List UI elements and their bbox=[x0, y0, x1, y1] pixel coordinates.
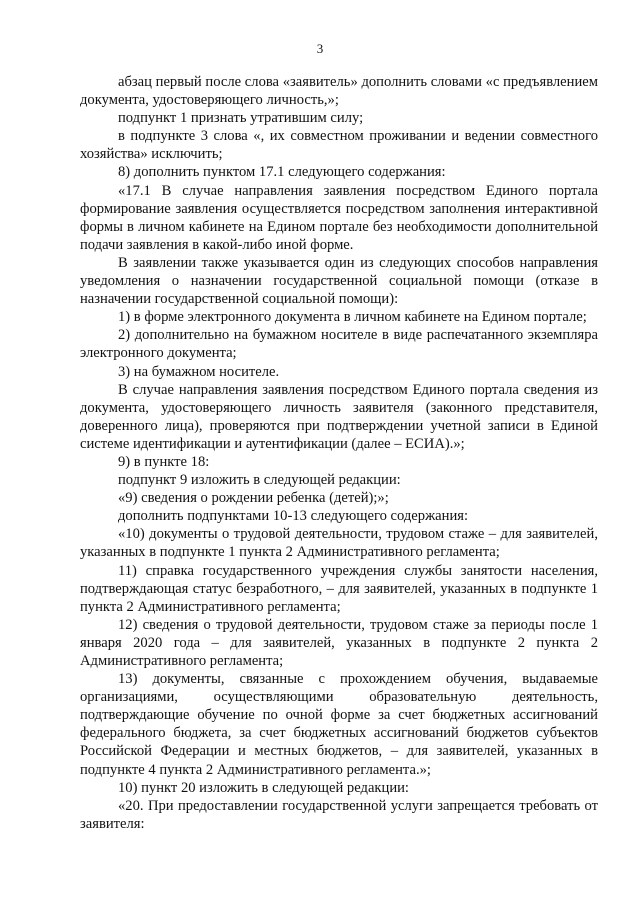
paragraph-3: в подпункте 3 слова «, их совместном проживании и ведении совместного хозяйства» исключить; bbox=[80, 128, 598, 163]
paragraph-15: «10) документы о трудовой деятельности, трудовом стаже – для заявителей, указанных в подпункте 1 пункта 2 Административного регламента; bbox=[80, 526, 598, 561]
paragraph-7: 1) в форме электронного документа в личном кабинете на Едином портале; bbox=[118, 309, 587, 326]
paragraph-20: «20. При предоставлении государственной услуги запрещается требовать от заявителя: bbox=[80, 797, 598, 832]
paragraph-17: 12) сведения о трудовой деятельности, трудовом стаже за периоды после 1 января 2020 года – для заявителей, указанных в подпункте 2 пункта 2 Административного регламента; bbox=[80, 616, 598, 669]
paragraph-5: «17.1 В случае направления заявления посредством Единого портала формирование заявления осуществляется посредством заполнения интерактивной формы в личном кабинете на Едином портале без необходимости дополнительной подачи заявления в какой-либо иной форме. bbox=[80, 182, 598, 253]
page-number: 3 bbox=[316, 41, 324, 56]
paragraph-4: 8) дополнить пунктом 17.1 следующего содержания: bbox=[118, 164, 446, 181]
paragraph-6: В заявлении также указывается один из следующих способов направления уведомления о назначении государственной социальной помощи (отказе в назначении государственной социальной помощи): bbox=[80, 254, 598, 308]
document-body bbox=[80, 73, 598, 833]
paragraph-18: 13) документы, связанные с прохождением обучения, выдаваемые организациями, осуществляющими образовательную деятельность, подтверждающие обучение по очной форме за счет бюджетных ассигнований федерального бюджета, за счет бюджетных ассигнований бюджетов субъектов Российской Федерации и местных бюджетов, – для заявителей, указанных в подпункте 4 пункта 2 Административного регламента.»; bbox=[80, 671, 598, 778]
paragraph-12: подпункт 9 изложить в следующей редакции: bbox=[118, 472, 401, 489]
paragraph-10: В случае направления заявления посредством Единого портала сведения из документа, удостоверяющего личность заявителя (законного представителя, доверенного лица), проверяются при подтверждении учетной записи в Единой системе идентификации и аутентификации (далее – ЕСИА).»; bbox=[80, 381, 598, 452]
paragraph-2: подпункт 1 признать утратившим силу; bbox=[118, 110, 364, 127]
paragraph-14: дополнить подпунктами 10-13 следующего содержания: bbox=[118, 508, 469, 525]
paragraph-19: 10) пункт 20 изложить в следующей редакции: bbox=[118, 779, 409, 796]
paragraph-13: «9) сведения о рождении ребенка (детей);»; bbox=[118, 490, 389, 507]
paragraph-1: абзац первый после слова «заявитель» дополнить словами «с предъявлением документа, удостоверяющего личность,»; bbox=[80, 74, 598, 109]
paragraph-11: 9) в пункте 18: bbox=[118, 453, 210, 470]
paragraph-9: 3) на бумажном носителе. bbox=[118, 363, 280, 380]
paragraph-16: 11) справка государственного учреждения службы занятости населения, подтверждающая статус безработного, – для заявителей, указанных в подпункте 1 пункта 2 Административного регламента; bbox=[80, 562, 598, 615]
paragraph-8: 2) дополнительно на бумажном носителе в виде распечатанного экземпляра электронного документа; bbox=[80, 327, 598, 362]
